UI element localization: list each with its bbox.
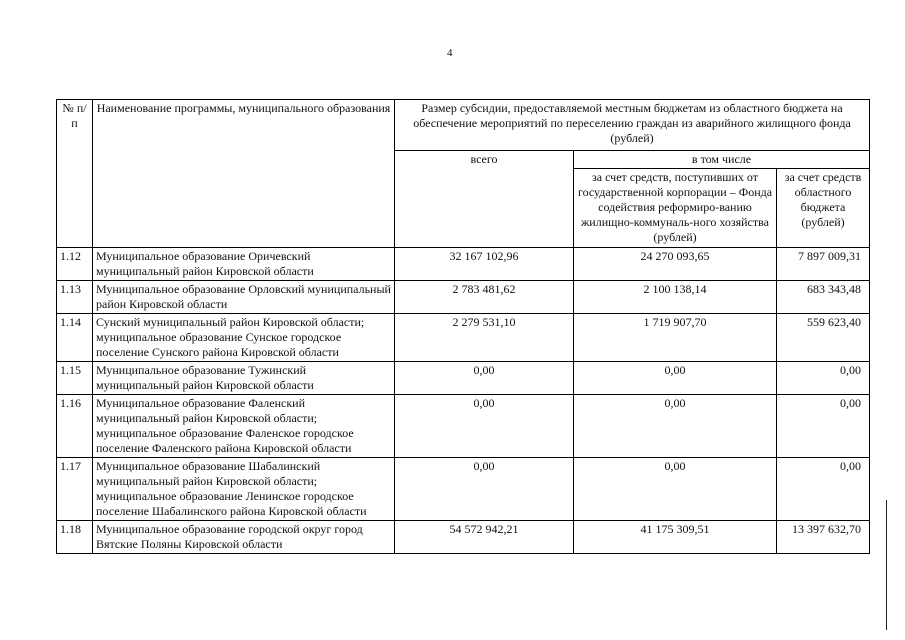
row-total: 32 167 102,96 [395, 248, 574, 281]
row-fund: 0,00 [574, 458, 777, 521]
row-number: 1.16 [57, 395, 93, 458]
row-regional: 13 397 632,70 [777, 521, 870, 554]
row-total: 54 572 942,21 [395, 521, 574, 554]
table-row [57, 362, 870, 395]
row-number: 1.12 [57, 248, 93, 281]
row-regional: 0,00 [777, 458, 870, 521]
table-row [57, 314, 870, 362]
margin-rule [886, 500, 887, 630]
row-total: 2 279 531,10 [395, 314, 574, 362]
table-row [57, 395, 870, 458]
row-municipality-name: Муниципальное образование Тужинский муниципальный район Кировской области [93, 362, 395, 395]
row-fund: 1 719 907,70 [574, 314, 777, 362]
row-regional: 683 343,48 [777, 281, 870, 314]
header-including: в том числе [574, 151, 870, 169]
row-fund: 0,00 [574, 395, 777, 458]
table-row [57, 248, 870, 281]
row-municipality-name: Муниципальное образование Фаленский муниципальный район Кировской области; муниципальное образование Фаленское городское поселение Фаленского района Кировской области [93, 395, 395, 458]
row-regional: 559 623,40 [777, 314, 870, 362]
row-total: 2 783 481,62 [395, 281, 574, 314]
row-municipality-name: Муниципальное образование Орловский муниципальный район Кировской области [93, 281, 395, 314]
row-municipality-name: Муниципальное образование Оричевский муниципальный район Кировской области [93, 248, 395, 281]
header-total: всего [395, 151, 574, 248]
table-header-row [57, 100, 870, 151]
header-name: Наименование программы, муниципального образования [93, 100, 395, 248]
row-fund: 0,00 [574, 362, 777, 395]
row-fund: 41 175 309,51 [574, 521, 777, 554]
table-row [57, 458, 870, 521]
row-total: 0,00 [395, 458, 574, 521]
subsidy-table [56, 99, 870, 554]
row-regional: 0,00 [777, 362, 870, 395]
row-number: 1.13 [57, 281, 93, 314]
header-fund: за счет средств, поступивших от государственной корпорации – Фонда содействия реформиро-ванию жилищно-коммуналь-ного хозяйства (рублей) [574, 169, 777, 248]
header-num: № п/п [57, 100, 93, 248]
table-row [57, 281, 870, 314]
row-number: 1.15 [57, 362, 93, 395]
row-number: 1.17 [57, 458, 93, 521]
row-regional: 0,00 [777, 395, 870, 458]
row-fund: 2 100 138,14 [574, 281, 777, 314]
header-regional: за счет средств областного бюджета (рублей) [777, 169, 870, 248]
table-row [57, 521, 870, 554]
row-regional: 7 897 009,31 [777, 248, 870, 281]
row-municipality-name: Муниципальное образование Шабалинский муниципальный район Кировской области; муниципальное образование Ленинское городское поселение Шабалинского района Кировской области [93, 458, 395, 521]
row-fund: 24 270 093,65 [574, 248, 777, 281]
row-total: 0,00 [395, 362, 574, 395]
row-municipality-name: Муниципальное образование городской округ город Вятские Поляны Кировской области [93, 521, 395, 554]
row-number: 1.14 [57, 314, 93, 362]
header-subsidy: Размер субсидии, предоставляемой местным бюджетам из областного бюджета на обеспечение мероприятий по переселению граждан из аварийного жилищного фонда (рублей) [395, 100, 870, 151]
row-total: 0,00 [395, 395, 574, 458]
page-number: 4 [447, 47, 453, 59]
row-municipality-name: Сунский муниципальный район Кировской области; муниципальное образование Сунское городское поселение Сунского района Кировской области [93, 314, 395, 362]
row-number: 1.18 [57, 521, 93, 554]
